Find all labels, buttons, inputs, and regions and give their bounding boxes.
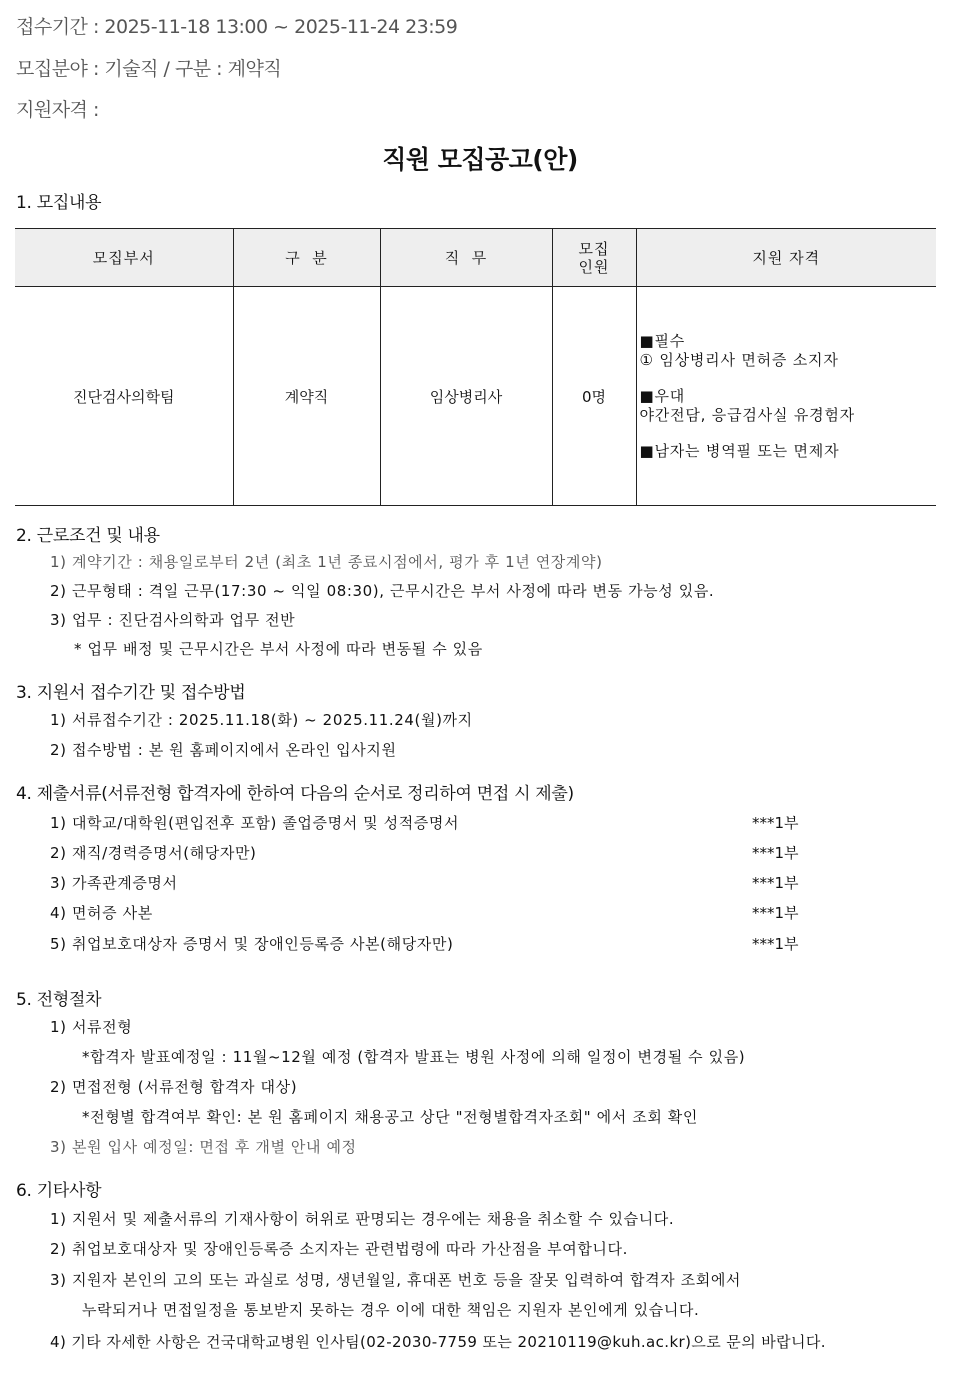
cell-dept: 진단검사의학팀	[15, 287, 233, 506]
recruit-table	[15, 228, 936, 506]
recruit-field: 모집분야 : 기술직 / 구분 : 계약직	[16, 58, 282, 80]
s5-note-1: *합격자 발표예정일 : 11월~12월 예정 (합격자 발표는 병원 사정에 의해 일정이 변경될 수 있음)	[82, 1048, 746, 1066]
qual-preferred-item: 야간전담, 응급검사실 유경험자	[639, 405, 855, 424]
cell-job: 임상병리사	[380, 287, 552, 506]
s6-item-1: 1) 지원서 및 제출서류의 기재사항이 허위로 판명되는 경우에는 채용을 취소할 수 있습니다.	[50, 1210, 675, 1228]
cell-type: 계약직	[233, 287, 380, 506]
qual-military-item: ■남자는 병역필 또는 면제자	[639, 441, 840, 460]
s4-copies-4: ***1부	[752, 904, 799, 922]
header-dept: 모집부서	[15, 229, 233, 287]
s4-item-4: 4) 면허증 사본	[50, 904, 153, 922]
header-count-line1: 모집	[578, 239, 610, 258]
s2-item-1: 1) 계약기간 : 채용일로부터 2년 (최초 1년 종료시점에서, 평가 후 1년 연장계약)	[50, 553, 603, 571]
s6-item-3: 3) 지원자 본인의 고의 또는 과실로 성명, 생년월일, 휴대폰 번호 등을 잘못 입력하여 합격자 조회에서	[50, 1271, 741, 1289]
s5-item-1: 1) 서류전형	[50, 1018, 133, 1036]
s5-item-3: 3) 본원 입사 예정일: 면접 후 개별 안내 예정	[50, 1138, 357, 1156]
s5-note-2: *전형별 합격여부 확인: 본 원 홈페이지 채용공고 상단 "전형별합격자조회" 에서 조회 확인	[82, 1108, 698, 1126]
section-4-heading: 4. 제출서류(서류전형 합격자에 한하여 다음의 순서로 정리하여 면접 시 제출)	[16, 784, 574, 804]
header-type: 구 분	[233, 229, 380, 287]
section-1-heading: 1. 모집내용	[16, 193, 102, 213]
s4-item-2: 2) 재직/경력증명서(해당자만)	[50, 844, 257, 862]
section-6-heading: 6. 기타사항	[16, 1181, 102, 1201]
section-5-heading: 5. 전형절차	[16, 990, 102, 1010]
qual-preferred-heading: ■우대	[639, 386, 686, 405]
section-3-heading: 3. 지원서 접수기간 및 접수방법	[16, 683, 246, 703]
header-count-line2: 인원	[578, 257, 610, 276]
s3-item-2: 2) 접수방법 : 본 원 홈페이지에서 온라인 입사지원	[50, 741, 397, 759]
s4-item-5: 5) 취업보호대상자 증명서 및 장애인등록증 사본(해당자만)	[50, 935, 454, 953]
s6-item-4: 4) 기타 자세한 사항은 건국대학교병원 인사팀(02-2030-7759 또는 20210119@kuh.ac.kr)으로 문의 바랍니다.	[50, 1333, 826, 1351]
s4-item-3: 3) 가족관계증명서	[50, 874, 178, 892]
s4-copies-3: ***1부	[752, 874, 799, 892]
header-qual: 지원 자격	[636, 229, 936, 287]
cell-qual	[636, 287, 936, 506]
section-2-heading: 2. 근로조건 및 내용	[16, 526, 160, 546]
table-header-row	[15, 229, 936, 287]
s2-note: * 업무 배정 및 근무시간은 부서 사정에 따라 변동될 수 있음	[74, 640, 483, 658]
s4-copies-5: ***1부	[752, 935, 799, 953]
s2-item-3: 3) 업무 : 진단검사의학과 업무 전반	[50, 611, 296, 629]
s2-item-2: 2) 근무형태 : 격일 근무(17:30 ~ 익일 08:30), 근무시간은 부서 사정에 따라 변동 가능성 있음.	[50, 582, 715, 600]
header-count	[552, 229, 636, 287]
s4-copies-1: ***1부	[752, 814, 799, 832]
s5-item-2: 2) 면접전형 (서류전형 합격자 대상)	[50, 1078, 298, 1096]
cell-count: 0명	[552, 287, 636, 506]
page-title: 직원 모집공고(안)	[382, 145, 578, 174]
s3-item-1: 1) 서류접수기간 : 2025.11.18(화) ~ 2025.11.24(월)까지	[50, 711, 473, 729]
s6-item-3-cont: 누락되거나 면접일정을 통보받지 못하는 경우 이에 대한 책임은 지원자 본인에게 있습니다.	[82, 1301, 700, 1319]
qual-required-heading: ■필수	[639, 331, 686, 350]
s6-item-2: 2) 취업보호대상자 및 장애인등록증 소지자는 관련법령에 따라 가산점을 부여합니다.	[50, 1240, 628, 1258]
qual-required-item: ① 임상병리사 면허증 소지자	[639, 350, 839, 369]
s4-copies-2: ***1부	[752, 844, 799, 862]
qualification-label: 지원자격 :	[16, 99, 99, 121]
header-job: 직 무	[380, 229, 552, 287]
s4-item-1: 1) 대학교/대학원(편입전후 포함) 졸업증명서 및 성적증명서	[50, 814, 460, 832]
table-row	[15, 287, 936, 506]
application-period: 접수기간 : 2025-11-18 13:00 ~ 2025-11-24 23:59	[16, 16, 458, 38]
